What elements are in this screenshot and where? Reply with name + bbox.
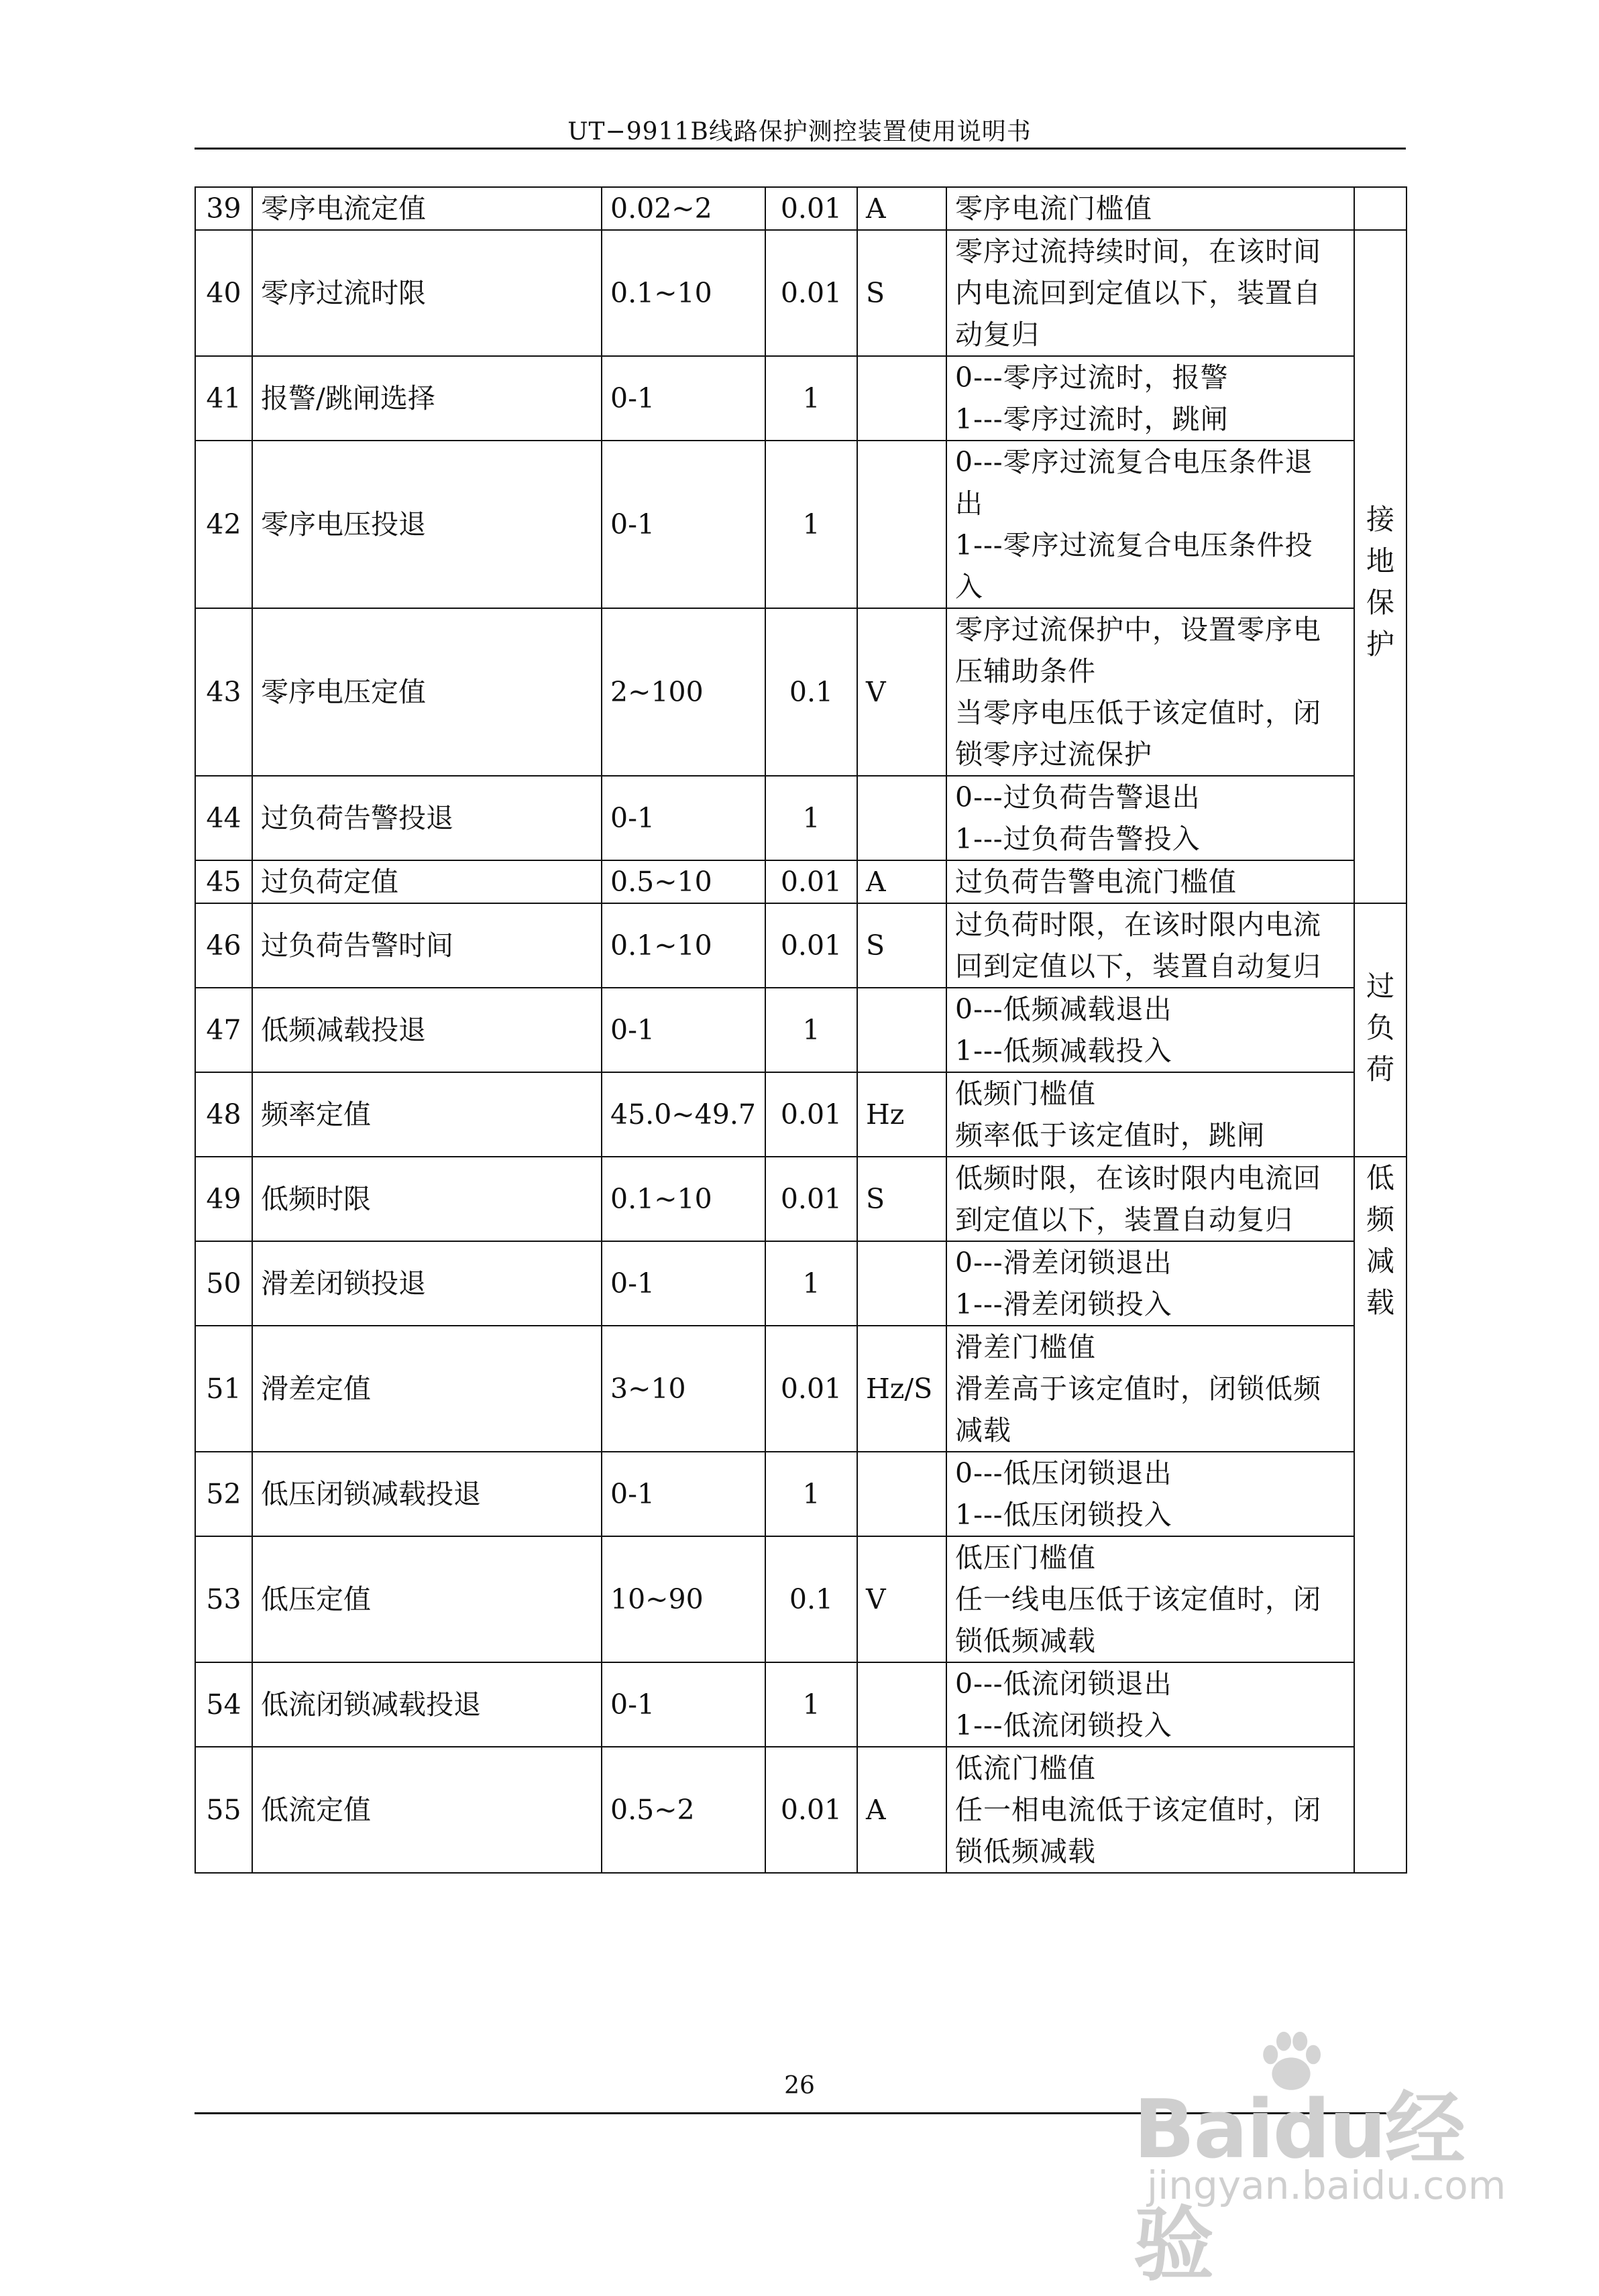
unit-cell (857, 441, 946, 608)
table-row (195, 988, 1407, 1072)
description-line: 当零序电压低于该定值时，闭 (955, 697, 1321, 729)
description-line: 0---滑差闭锁退出 (955, 1247, 1172, 1279)
description-line: 零序过流保护中，设置零序电 (955, 614, 1321, 646)
row-number-cell: 49 (195, 1157, 252, 1241)
setting-range-cell: 0-1 (602, 776, 765, 860)
step-size-cell: 1 (765, 776, 857, 860)
document-header-title: UT−9911B线路保护测控装置使用说明书 (567, 118, 1032, 146)
description-cell (946, 776, 1354, 860)
unit-cell: Hz (857, 1072, 946, 1157)
description-cell (946, 441, 1354, 608)
parameter-name-cell: 过负荷告警投退 (252, 776, 602, 860)
description-cell (946, 1747, 1354, 1873)
description-cell (946, 1452, 1354, 1536)
step-size-cell: 1 (765, 1662, 857, 1747)
header-divider (195, 148, 1406, 150)
setting-range-cell: 0-1 (602, 988, 765, 1072)
parameter-name-cell: 低压定值 (252, 1536, 602, 1662)
table-row (195, 1157, 1407, 1241)
table-row (195, 776, 1407, 860)
description-line: 到定值以下，装置自动复归 (955, 1204, 1293, 1236)
setting-range-cell: 0.5~10 (602, 860, 765, 903)
table-row (195, 230, 1407, 356)
row-number-cell: 47 (195, 988, 252, 1072)
step-size-cell: 1 (765, 441, 857, 608)
description-cell (946, 1072, 1354, 1157)
description-cell (946, 1326, 1354, 1452)
description-line: 回到定值以下，装置自动复归 (955, 950, 1321, 982)
step-size-cell: 0.1 (765, 608, 857, 776)
table-row (195, 1241, 1407, 1326)
description-line: 0---过负荷告警退出 (955, 781, 1201, 813)
parameter-name-cell: 低频时限 (252, 1157, 602, 1241)
setting-range-cell: 0-1 (602, 1452, 765, 1536)
description-line: 0---低流闭锁退出 (955, 1668, 1172, 1700)
description-line: 锁低频减载 (955, 1835, 1096, 1868)
unit-cell (857, 1662, 946, 1747)
setting-range-cell: 2~100 (602, 608, 765, 776)
description-line: 0---零序过流时，报警 (955, 361, 1229, 394)
parameter-name-cell: 零序电压定值 (252, 608, 602, 776)
description-cell (946, 1241, 1354, 1326)
setting-range-cell: 0-1 (602, 356, 765, 441)
description-line: 1---过负荷告警投入 (955, 823, 1201, 855)
table-row (195, 1452, 1407, 1536)
unit-cell: V (857, 608, 946, 776)
description-cell (946, 356, 1354, 441)
description-line: 过负荷告警电流门槛值 (955, 866, 1237, 898)
row-number-cell: 43 (195, 608, 252, 776)
description-line: 零序过流持续时间，在该时间 (955, 235, 1321, 268)
baidu-jingyan-watermark (1134, 2025, 1509, 2292)
unit-cell: S (857, 903, 946, 988)
step-size-cell: 1 (765, 356, 857, 441)
row-number-cell: 53 (195, 1536, 252, 1662)
watermark-url: jingyan.baidu.com (1147, 2163, 1506, 2208)
description-line: 入 (955, 571, 983, 603)
description-line: 任一相电流低于该定值时，闭 (955, 1794, 1321, 1826)
step-size-cell: 1 (765, 1452, 857, 1536)
parameter-name-cell: 报警/跳闸选择 (252, 356, 602, 441)
step-size-cell: 0.01 (765, 1326, 857, 1452)
parameter-name-cell: 低流闭锁减载投退 (252, 1662, 602, 1747)
parameter-name-cell: 零序电压投退 (252, 441, 602, 608)
step-size-cell: 0.01 (765, 860, 857, 903)
row-number-cell: 55 (195, 1747, 252, 1873)
group-label-cell-grounding (1354, 230, 1407, 903)
description-cell (946, 187, 1354, 230)
description-line: 低流门槛值 (955, 1752, 1096, 1784)
description-line: 滑差门槛值 (955, 1331, 1096, 1363)
description-line: 滑差高于该定值时，闭锁低频 (955, 1373, 1321, 1405)
description-line: 零序电流门槛值 (955, 192, 1152, 225)
unit-cell: Hz/S (857, 1326, 946, 1452)
parameter-name-cell: 低压闭锁减载投退 (252, 1452, 602, 1536)
row-number-cell: 42 (195, 441, 252, 608)
table-row (195, 860, 1407, 903)
unit-cell: S (857, 1157, 946, 1241)
step-size-cell: 0.1 (765, 1536, 857, 1662)
parameter-name-cell: 低流定值 (252, 1747, 602, 1873)
description-line: 低频门槛值 (955, 1078, 1096, 1110)
description-line: 1---低压闭锁投入 (955, 1499, 1172, 1531)
unit-cell (857, 356, 946, 441)
group-label-cell-low-frequency (1354, 1157, 1407, 1873)
row-number-cell: 40 (195, 230, 252, 356)
table-row (195, 1662, 1407, 1747)
setting-range-cell: 0-1 (602, 1241, 765, 1326)
setting-range-cell: 0.1~10 (602, 903, 765, 988)
parameter-name-cell: 滑差定值 (252, 1326, 602, 1452)
row-number-cell: 44 (195, 776, 252, 860)
table-row (195, 1326, 1407, 1452)
setting-range-cell: 0.5~2 (602, 1747, 765, 1873)
row-number-cell: 54 (195, 1662, 252, 1747)
table-row (195, 608, 1407, 776)
parameter-name-cell: 过负荷定值 (252, 860, 602, 903)
step-size-cell: 0.01 (765, 903, 857, 988)
setting-range-cell: 10~90 (602, 1536, 765, 1662)
description-line: 频率低于该定值时，跳闸 (955, 1119, 1265, 1151)
unit-cell: A (857, 860, 946, 903)
setting-range-cell: 3~10 (602, 1326, 765, 1452)
group-label: 过负荷 (1366, 970, 1394, 1086)
group-label: 接地保护 (1366, 503, 1394, 661)
step-size-cell: 0.01 (765, 230, 857, 356)
setting-range-cell: 0.1~10 (602, 230, 765, 356)
description-cell (946, 1157, 1354, 1241)
description-line: 1---滑差闭锁投入 (955, 1288, 1172, 1320)
description-line: 低频时限，在该时限内电流回 (955, 1162, 1321, 1194)
parameter-name-cell: 滑差闭锁投退 (252, 1241, 602, 1326)
description-cell (946, 230, 1354, 356)
description-cell (946, 608, 1354, 776)
group-label-cell-overload (1354, 903, 1407, 1157)
setting-range-cell: 45.0~49.7 (602, 1072, 765, 1157)
description-line: 0---低压闭锁退出 (955, 1457, 1172, 1489)
table-row (195, 903, 1407, 988)
watermark-logo-text: Baidu经验 (1134, 2083, 1464, 2292)
description-line: 动复归 (955, 319, 1040, 351)
description-line: 1---低流闭锁投入 (955, 1709, 1172, 1741)
description-line: 出 (955, 487, 983, 520)
description-cell (946, 903, 1354, 988)
parameter-name-cell: 频率定值 (252, 1072, 602, 1157)
description-line: 锁零序过流保护 (955, 738, 1152, 770)
description-line: 内电流回到定值以下，装置自 (955, 277, 1321, 309)
row-number-cell: 51 (195, 1326, 252, 1452)
description-line: 1---零序过流复合电压条件投 (955, 529, 1313, 561)
step-size-cell: 0.01 (765, 1747, 857, 1873)
setting-range-cell: 0-1 (602, 441, 765, 608)
setting-range-cell: 0.02~2 (602, 187, 765, 230)
parameter-name-cell: 零序电流定值 (252, 187, 602, 230)
parameter-name-cell: 零序过流时限 (252, 230, 602, 356)
row-number-cell: 46 (195, 903, 252, 988)
table-row (195, 441, 1407, 608)
description-line: 任一线电压低于该定值时，闭 (955, 1583, 1321, 1615)
description-cell (946, 1536, 1354, 1662)
group-label: 低频减载 (1366, 1161, 1394, 1319)
description-cell (946, 860, 1354, 903)
description-line: 0---低频减载退出 (955, 993, 1172, 1025)
table-row (195, 1747, 1407, 1873)
unit-cell (857, 1241, 946, 1326)
unit-cell: A (857, 187, 946, 230)
description-line: 1---零序过流时，跳闸 (955, 403, 1229, 435)
unit-cell: S (857, 230, 946, 356)
row-number-cell: 50 (195, 1241, 252, 1326)
description-cell (946, 988, 1354, 1072)
step-size-cell: 0.01 (765, 1157, 857, 1241)
step-size-cell: 1 (765, 1241, 857, 1326)
description-line: 锁低频减载 (955, 1625, 1096, 1657)
description-line: 过负荷时限，在该时限内电流 (955, 909, 1321, 941)
row-number-cell: 45 (195, 860, 252, 903)
unit-cell: V (857, 1536, 946, 1662)
table-row (195, 1536, 1407, 1662)
row-number-cell: 52 (195, 1452, 252, 1536)
unit-cell (857, 776, 946, 860)
description-line: 1---低频减载投入 (955, 1035, 1172, 1067)
table-row (195, 356, 1407, 441)
setting-range-cell: 0-1 (602, 1662, 765, 1747)
description-line: 低压门槛值 (955, 1542, 1096, 1574)
row-number-cell: 39 (195, 187, 252, 230)
unit-cell (857, 1452, 946, 1536)
row-number-cell: 48 (195, 1072, 252, 1157)
page-number: 26 (784, 2072, 815, 2100)
setting-range-cell: 0.1~10 (602, 1157, 765, 1241)
description-line: 压辅助条件 (955, 655, 1096, 687)
step-size-cell: 1 (765, 988, 857, 1072)
unit-cell (857, 988, 946, 1072)
description-line: 减载 (955, 1414, 1011, 1446)
parameter-table (195, 186, 1407, 1874)
description-line: 0---零序过流复合电压条件退 (955, 446, 1313, 478)
table-row (195, 1072, 1407, 1157)
description-cell (946, 1662, 1354, 1747)
unit-cell: A (857, 1747, 946, 1873)
group-cell-empty (1354, 187, 1407, 230)
table-row (195, 187, 1407, 230)
parameter-name-cell: 过负荷告警时间 (252, 903, 602, 988)
step-size-cell: 0.01 (765, 1072, 857, 1157)
step-size-cell: 0.01 (765, 187, 857, 230)
row-number-cell: 41 (195, 356, 252, 441)
parameter-name-cell: 低频减载投退 (252, 988, 602, 1072)
